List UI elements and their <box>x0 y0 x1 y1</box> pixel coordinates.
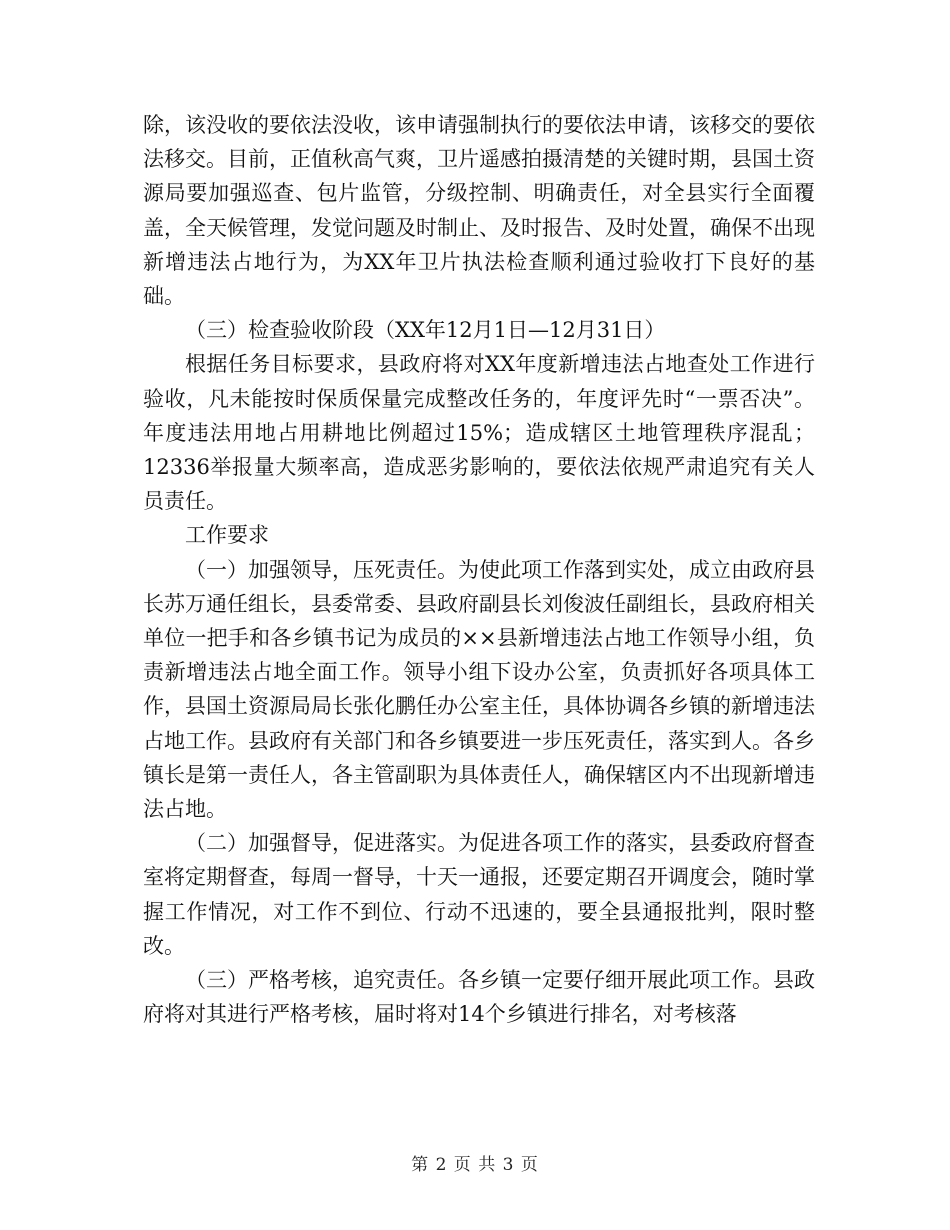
paragraph-leadership: （一）加强领导，压死责任。为使此项工作落到实处，成立由政府县长苏万通任组长，县委常委、县政府副县长刘俊波任副组长，县政府相关单位一把手和各乡镇书记为成员的××县新增违法占地工作领导小组，负责新增违法占地全面工作。领导小组下设办公室，负责抓好各项具体工作，县国土资源局局长张化鹏任办公室主任，具体协调各乡镇的新增违法占地工作。县政府有关部门和各乡镇要进一步压死责任，落实到人。各乡镇长是第一责任人，各主管副职为具体责任人，确保辖区内不出现新增违法占地。 <box>143 557 815 822</box>
paragraph-assessment: （三）严格考核，追究责任。各乡镇一定要仔细开展此项工作。县政府将对其进行严格考核，届时将对14个乡镇进行排名，对考核落 <box>143 968 815 1027</box>
paragraph-supervision: （二）加强督导，促进落实。为促进各项工作的落实，县委政府督查室将定期督查，每周一督导，十天一通报，还要定期召开调度会，随时掌握工作情况，对工作不到位、行动不迅速的，要全县通报批判，限时整改。 <box>143 831 815 958</box>
page-number-footer: 第 2 页 共 3 页 <box>411 1155 539 1175</box>
section-heading-inspection-stage: （三）检查验收阶段（XX年12月1日—12月31日） <box>185 318 666 343</box>
paragraph-continuation: 除，该没收的要依法没收，该申请强制执行的要依法申请，该移交的要依法移交。目前，正值秋高气爽，卫片遥感拍摄清楚的关键时期，县国土资源局要加强巡查、包片监管，分级控制、明确责任，对全县实行全面覆盖，全天候管理，发觉问题及时制止、及时报告、及时处置，确保不出现新增违法占地行为，为XX年卫片执法检查顺利通过验收打下良好的基础。 <box>143 113 815 309</box>
document-body <box>143 108 815 1031</box>
section-heading-work-requirements: 工作要求 <box>185 523 269 548</box>
paragraph-acceptance: 根据任务目标要求，县政府将对XX年度新增违法占地查处工作进行验收，凡未能按时保质保量完成整改任务的，年度评先时“一票否决”。年度违法用地占用耕地比例超过15%；造成辖区土地管理秩序混乱；12336举报量大频率高，造成恶劣影响的，要依法依规严肃追究有关人员责任。 <box>143 352 815 514</box>
